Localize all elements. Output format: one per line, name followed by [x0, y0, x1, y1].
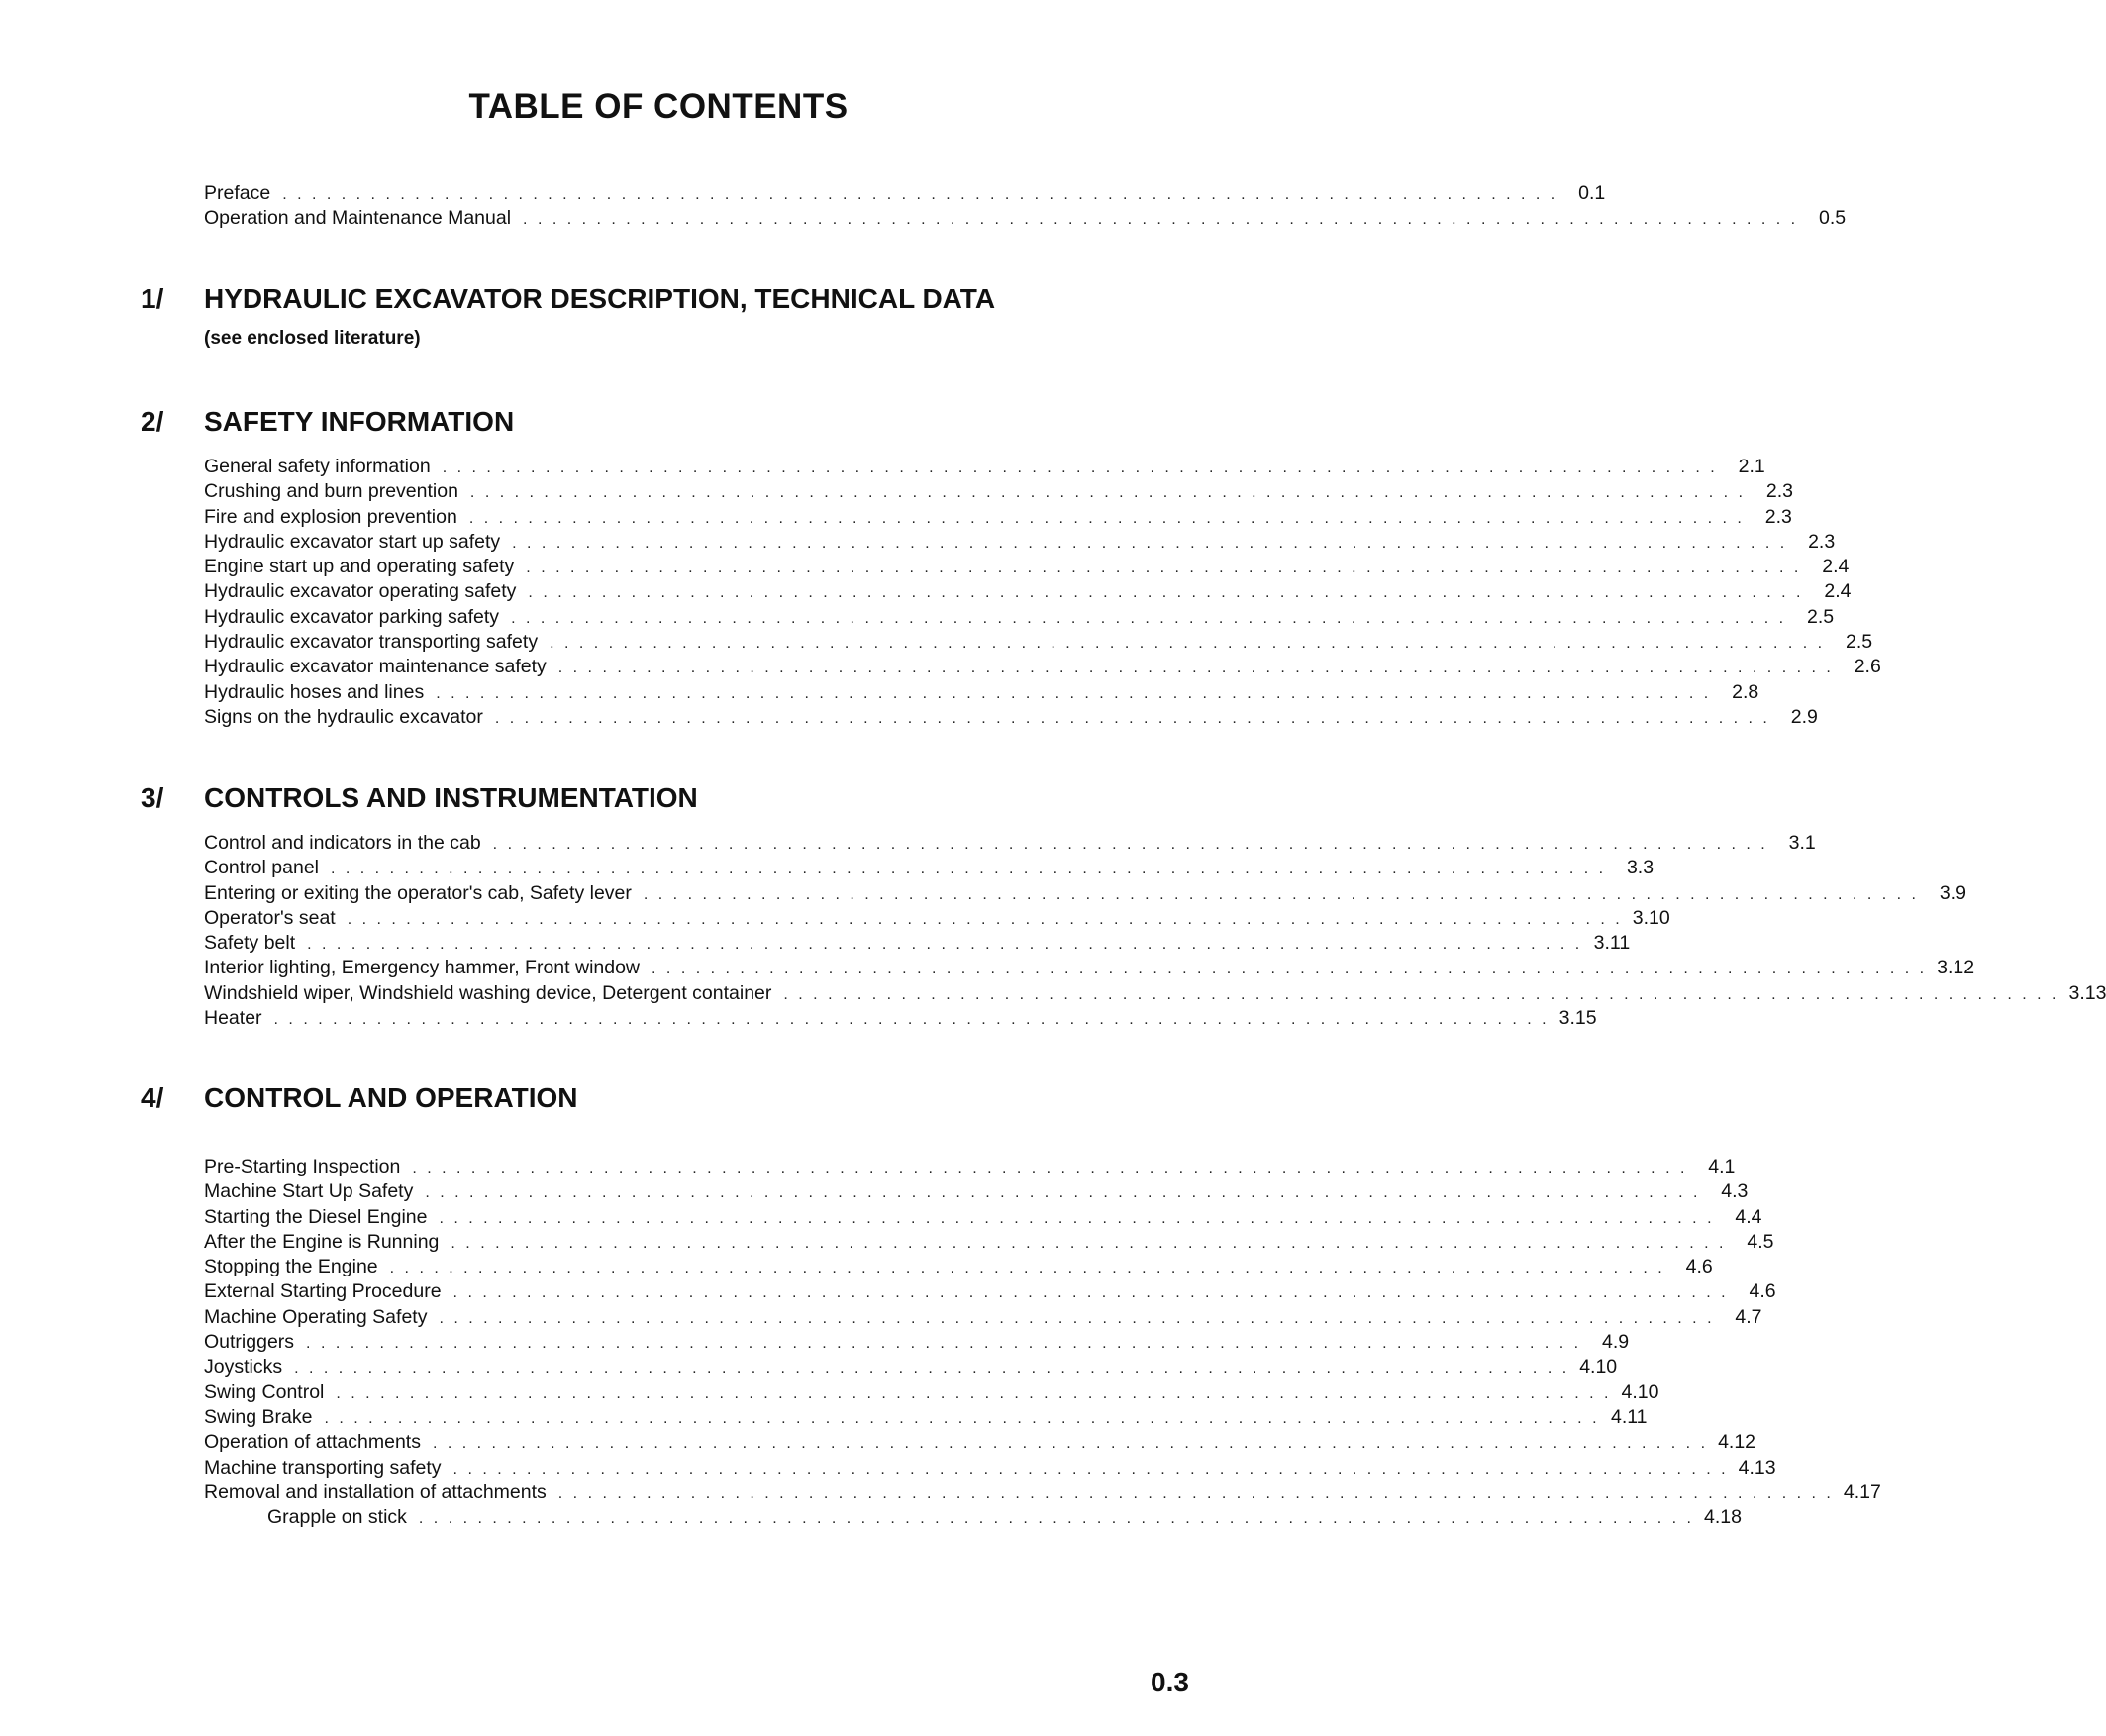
dot-leader: . . . . . . . . . . . . . . . . . . . . . . . . . . . . . . . . . . . . . . . . . . . . . . . . . . . . . . . . . . . . . . . . . . . . . . . . . . . . . . . . . . . . . . .: [452, 1460, 1729, 1478]
toc-entry-label: Removal and installation of attachments: [204, 1481, 547, 1503]
toc-entry: [204, 505, 1792, 530]
toc-entry-label: Preface: [204, 182, 271, 204]
toc-entry-label: Machine transporting safety: [204, 1456, 442, 1479]
toc-entry-page: 4.1: [1708, 1156, 1736, 1177]
toc-entry: [204, 1380, 1659, 1405]
dot-leader: . . . . . . . . . . . . . . . . . . . . . . . . . . . . . . . . . . . . . . . . . . . . . . . . . . . . . . . . . . . . . . . . . . . . . . . . . . . . . . . . . . . . . . .: [643, 885, 1919, 903]
dot-leader: . . . . . . . . . . . . . . . . . . . . . . . . . . . . . . . . . . . . . . . . . . . . . . . . . . . . . . . . . . . . . . . . . . . . . . . . . . . . . . . . . . . . . . .: [511, 609, 1787, 627]
toc-entry-label: Interior lighting, Emergency hammer, Front window: [204, 957, 641, 979]
toc-entry-page: 4.5: [1747, 1230, 1774, 1253]
dot-leader: . . . . . . . . . . . . . . . . . . . . . . . . . . . . . . . . . . . . . . . . . . . . . . . . . . . . . . . . . . . . . . . . . . . . . . . . . . . . . . . . . . . . . . .: [452, 1284, 1729, 1302]
dot-leader: . . . . . . . . . . . . . . . . . . . . . . . . . . . . . . . . . . . . . . . . . . . . . . . . . . . . . . . . . . . . . . . . . . . . . . . . . . . . . . . . . . . . . . .: [425, 1184, 1701, 1202]
dot-leader: . . . . . . . . . . . . . . . . . . . . . . . . . . . . . . . . . . . . . . . . . . . . . . . . . . . . . . . . . . . . . . . . . . . . . . . . . . . . . . . . . . . . . . .: [324, 1409, 1600, 1427]
toc-entry: [204, 579, 1852, 604]
dot-leader: . . . . . . . . . . . . . . . . . . . . . . . . . . . . . . . . . . . . . . . . . . . . . . . . . . . . . . . . . . . . . . . . . . . . . . . . . . . . . . . . . . . . . . .: [432, 1435, 1709, 1453]
toc-entry-label: Starting the Diesel Engine: [204, 1205, 428, 1228]
toc-entry-label: After the Engine is Running: [204, 1230, 440, 1253]
dot-leader: . . . . . . . . . . . . . . . . . . . . . . . . . . . . . . . . . . . . . . . . . . . . . . . . . . . . . . . . . . . . . . . . . . . . . . . . . . . . . . . . . . . . . . .: [494, 709, 1770, 727]
section-entries-list: [204, 831, 2106, 1031]
toc-entry-label: Grapple on stick: [267, 1506, 407, 1529]
dot-leader: . . . . . . . . . . . . . . . . . . . . . . . . . . . . . . . . . . . . . . . . . . . . . . . . . . . . . . . . . . . . . . . . . . . . . . . . . . . . . . . . . . . . . . .: [439, 1309, 1715, 1327]
toc-entry-label: Engine start up and operating safety: [204, 556, 515, 578]
dot-leader: . . . . . . . . . . . . . . . . . . . . . . . . . . . . . . . . . . . . . . . . . . . . . . . . . . . . . . . . . . . . . . . . . . . . . . . . . . . . . . . . . . . . . . .: [306, 1335, 1582, 1353]
dot-leader: . . . . . . . . . . . . . . . . . . . . . . . . . . . . . . . . . . . . . . . . . . . . . . . . . . . . . . . . . . . . . . . . . . . . . . . . . . . . . . . . . . . . . . .: [442, 460, 1718, 476]
dot-leader: . . . . . . . . . . . . . . . . . . . . . . . . . . . . . . . . . . . . . . . . . . . . . . . . . . . . . . . . . . . . . . . . . . . . . . . . . . . . . . . . . . . . . . .: [557, 660, 1834, 677]
dot-leader: . . . . . . . . . . . . . . . . . . . . . . . . . . . . . . . . . . . . . . . . . . . . . . . . . . . . . . . . . . . . . . . . . . . . . . . . . . . . . . . . . . . . . . .: [512, 534, 1788, 552]
toc-entry-label: Operator's seat: [204, 906, 336, 929]
toc-entry: [204, 856, 1655, 880]
toc-entry: [204, 655, 1881, 679]
toc-entry-page: 2.3: [1808, 530, 1836, 553]
toc-entry-page: 4.13: [1738, 1456, 1776, 1479]
toc-entry: [204, 981, 2106, 1006]
toc-entry-page: 2.3: [1764, 505, 1792, 528]
toc-entry: [204, 1505, 1742, 1530]
toc-entry-page: 2.5: [1846, 631, 1873, 654]
dot-leader: . . . . . . . . . . . . . . . . . . . . . . . . . . . . . . . . . . . . . . . . . . . . . . . . . . . . . . . . . . . . . . . . . . . . . . . . . . . . . . . . . . . . . . .: [418, 1510, 1694, 1528]
toc-entry-page: 3.11: [1593, 932, 1631, 955]
toc-entry-page: 3.13: [2068, 981, 2106, 1004]
toc-entry-label: Machine Start Up Safety: [204, 1180, 414, 1203]
toc-entry-page: 4.9: [1601, 1331, 1630, 1354]
toc-entry: [204, 931, 1631, 956]
toc-entry-page: 2.8: [1732, 680, 1759, 703]
dot-leader: . . . . . . . . . . . . . . . . . . . . . . . . . . . . . . . . . . . . . . . . . . . . . . . . . . . . . . . . . . . . . . . . . . . . . . . . . . . . . . . . . . . . . . .: [412, 1160, 1688, 1176]
toc-entry: [204, 479, 1793, 504]
toc-entry-page: 4.3: [1721, 1180, 1749, 1203]
toc-entry-page: 4.6: [1685, 1256, 1713, 1278]
page-title: TABLE OF CONTENTS: [468, 87, 849, 126]
toc-entry-page: 2.1: [1738, 456, 1765, 477]
section-title: SAFETY INFORMATION: [204, 406, 515, 437]
toc-entry-label: Control and indicators in the cab: [204, 832, 481, 854]
section-title: HYDRAULIC EXCAVATOR DESCRIPTION, TECHNICAL DATA: [204, 283, 996, 314]
toc-entry-label: Stopping the Engine: [204, 1256, 378, 1278]
toc-entry: [204, 1179, 1749, 1204]
toc-entry: [204, 831, 1816, 856]
toc-entry-page: 2.6: [1854, 656, 1881, 678]
toc-entry: [204, 181, 1606, 206]
toc-entry: [204, 1255, 1713, 1279]
dot-leader: . . . . . . . . . . . . . . . . . . . . . . . . . . . . . . . . . . . . . . . . . . . . . . . . . . . . . . . . . . . . . . . . . . . . . . . . . . . . . . . . . . . . . . .: [523, 211, 1799, 229]
toc-entry-label: Operation of attachments: [204, 1431, 421, 1454]
toc-entry-page: 0.5: [1818, 207, 1847, 230]
section-entries-list: [204, 1155, 1881, 1530]
toc-entry-label: Control panel: [204, 857, 319, 879]
toc-entry-label: Hydraulic excavator operating safety: [204, 580, 517, 603]
dot-leader: . . . . . . . . . . . . . . . . . . . . . . . . . . . . . . . . . . . . . . . . . . . . . . . . . . . . . . . . . . . . . . . . . . . . . . . . . . . . . . . . . . . . . . .: [307, 936, 1583, 954]
toc-entry-page: 4.10: [1579, 1356, 1618, 1379]
dot-leader: . . . . . . . . . . . . . . . . . . . . . . . . . . . . . . . . . . . . . . . . . . . . . . . . . . . . . . . . . . . . . . . . . . . . . . . . . . . . . . . . . . . . . . .: [439, 1209, 1715, 1227]
toc-entry: [204, 1155, 1736, 1179]
dot-leader: . . . . . . . . . . . . . . . . . . . . . . . . . . . . . . . . . . . . . . . . . . . . . . . . . . . . . . . . . . . . . . . . . . . . . . . . . . . . . . . . . . . . . . .: [336, 1384, 1612, 1402]
toc-entry: [204, 1305, 1762, 1330]
dot-leader: . . . . . . . . . . . . . . . . . . . . . . . . . . . . . . . . . . . . . . . . . . . . . . . . . . . . . . . . . . . . . . . . . . . . . . . . . . . . . . . . . . . . . . .: [389, 1260, 1665, 1277]
toc-entry: [204, 680, 1759, 705]
toc-entry-label: Machine Operating Safety: [204, 1305, 428, 1328]
section-number: 3/: [141, 782, 164, 813]
toc-entry-page: 2.4: [1824, 580, 1852, 603]
toc-entry-label: Hydraulic excavator parking safety: [204, 605, 500, 628]
dot-leader: . . . . . . . . . . . . . . . . . . . . . . . . . . . . . . . . . . . . . . . . . . . . . . . . . . . . . . . . . . . . . . . . . . . . . . . . . . . . . . . . . . . . . . .: [557, 1484, 1834, 1502]
toc-entry-label: External Starting Procedure: [204, 1280, 442, 1303]
toc-entry: [204, 956, 1975, 980]
toc-entry-label: Swing Control: [204, 1380, 325, 1403]
toc-entry: [204, 705, 1818, 730]
dot-leader: . . . . . . . . . . . . . . . . . . . . . . . . . . . . . . . . . . . . . . . . . . . . . . . . . . . . . . . . . . . . . . . . . . . . . . . . . . . . . . . . . . . . . . .: [469, 484, 1746, 502]
dot-leader: . . . . . . . . . . . . . . . . . . . . . . . . . . . . . . . . . . . . . . . . . . . . . . . . . . . . . . . . . . . . . . . . . . . . . . . . . . . . . . . . . . . . . . .: [347, 910, 1623, 928]
toc-entry-page: 2.5: [1807, 605, 1835, 628]
toc-entry-label: Hydraulic excavator transporting safety: [204, 631, 539, 654]
dot-leader: . . . . . . . . . . . . . . . . . . . . . . . . . . . . . . . . . . . . . . . . . . . . . . . . . . . . . . . . . . . . . . . . . . . . . . . . . . . . . . . . . . . . . . .: [492, 836, 1768, 853]
toc-entry-page: 3.12: [1937, 957, 1975, 979]
toc-entry-page: 4.4: [1735, 1205, 1762, 1228]
toc-entry-label: Signs on the hydraulic excavator: [204, 705, 483, 728]
dot-leader: . . . . . . . . . . . . . . . . . . . . . . . . . . . . . . . . . . . . . . . . . . . . . . . . . . . . . . . . . . . . . . . . . . . . . . . . . . . . . . . . . . . . . . .: [273, 1011, 1550, 1029]
toc-entry-label: Pre-Starting Inspection: [204, 1156, 401, 1177]
dot-leader: . . . . . . . . . . . . . . . . . . . . . . . . . . . . . . . . . . . . . . . . . . . . . . . . . . . . . . . . . . . . . . . . . . . . . . . . . . . . . . . . . . . . . . .: [451, 1234, 1727, 1252]
toc-entry-label: Outriggers: [204, 1331, 295, 1354]
toc-entry-page: 4.17: [1843, 1481, 1881, 1503]
section-title: CONTROLS AND INSTRUMENTATION: [204, 782, 698, 813]
toc-entry-page: 3.3: [1626, 857, 1655, 879]
toc-entry: [204, 1456, 1776, 1481]
toc-entry-page: 4.6: [1749, 1280, 1776, 1303]
toc-entry-label: Safety belt: [204, 932, 296, 955]
section-entries-list: [204, 455, 1881, 730]
toc-entry: [204, 1330, 1630, 1355]
toc-entry-label: Hydraulic hoses and lines: [204, 680, 425, 703]
toc-entry: [204, 881, 1966, 906]
toc-entry-label: Joysticks: [204, 1356, 283, 1379]
toc-entry: [204, 455, 1765, 479]
toc-entry: [204, 1405, 1648, 1430]
toc-entry-page: 3.1: [1788, 832, 1816, 854]
toc-entry: [204, 1230, 1774, 1255]
toc-entry-label: Windshield wiper, Windshield washing device, Detergent container: [204, 981, 772, 1004]
section-title: CONTROL AND OPERATION: [204, 1082, 578, 1113]
toc-entry: [204, 1006, 1597, 1031]
page-number: 0.3: [1151, 1667, 1189, 1697]
intro-list: [204, 181, 1847, 232]
section-number: 2/: [141, 406, 164, 437]
toc-entry-page: 2.3: [1765, 480, 1793, 503]
toc-entry-page: 4.18: [1704, 1506, 1742, 1529]
toc-entry: [204, 1205, 1762, 1230]
toc-entry: [204, 530, 1836, 555]
toc-entry: [204, 605, 1835, 630]
toc-entry-page: 2.9: [1790, 705, 1818, 728]
toc-entry: [204, 1481, 1881, 1505]
toc-entry-page: 4.10: [1621, 1380, 1659, 1403]
toc-entry: [204, 630, 1873, 655]
section-number: 1/: [141, 283, 164, 314]
toc-entry: [204, 1355, 1618, 1379]
toc-entry-page: 4.11: [1611, 1405, 1648, 1428]
toc-entry-page: 4.12: [1718, 1431, 1756, 1454]
toc-entry-page: 3.9: [1939, 881, 1966, 904]
toc-entry-page: 4.7: [1735, 1305, 1762, 1328]
dot-leader: . . . . . . . . . . . . . . . . . . . . . . . . . . . . . . . . . . . . . . . . . . . . . . . . . . . . . . . . . . . . . . . . . . . . . . . . . . . . . . . . . . . . . . .: [282, 186, 1558, 203]
toc-entry: [204, 906, 1670, 931]
toc-entry-page: 3.15: [1558, 1007, 1597, 1030]
toc-entry-label: Heater: [204, 1007, 262, 1030]
dot-leader: . . . . . . . . . . . . . . . . . . . . . . . . . . . . . . . . . . . . . . . . . . . . . . . . . . . . . . . . . . . . . . . . . . . . . . . . . . . . . . . . . . . . . . .: [294, 1360, 1570, 1378]
dot-leader: . . . . . . . . . . . . . . . . . . . . . . . . . . . . . . . . . . . . . . . . . . . . . . . . . . . . . . . . . . . . . . . . . . . . . . . . . . . . . . . . . . . . . . .: [526, 560, 1802, 577]
dot-leader: . . . . . . . . . . . . . . . . . . . . . . . . . . . . . . . . . . . . . . . . . . . . . . . . . . . . . . . . . . . . . . . . . . . . . . . . . . . . . . . . . . . . . . .: [436, 684, 1712, 702]
dot-leader: . . . . . . . . . . . . . . . . . . . . . . . . . . . . . . . . . . . . . . . . . . . . . . . . . . . . . . . . . . . . . . . . . . . . . . . . . . . . . . . . . . . . . . .: [550, 635, 1826, 653]
toc-entry-page: 2.4: [1822, 556, 1850, 578]
toc-entry-label: Swing Brake: [204, 1405, 313, 1428]
section-number: 4/: [141, 1082, 164, 1113]
toc-entry-page: 0.1: [1578, 182, 1606, 204]
toc-entry-page: 3.10: [1632, 906, 1670, 929]
toc-entry-label: Hydraulic excavator start up safety: [204, 530, 501, 553]
toc-entry: [204, 1430, 1756, 1455]
toc-entry-label: Fire and explosion prevention: [204, 505, 457, 528]
toc-entry: [204, 206, 1847, 231]
dot-leader: . . . . . . . . . . . . . . . . . . . . . . . . . . . . . . . . . . . . . . . . . . . . . . . . . . . . . . . . . . . . . . . . . . . . . . . . . . . . . . . . . . . . . . .: [468, 509, 1745, 527]
dot-leader: . . . . . . . . . . . . . . . . . . . . . . . . . . . . . . . . . . . . . . . . . . . . . . . . . . . . . . . . . . . . . . . . . . . . . . . . . . . . . . . . . . . . . . .: [331, 861, 1607, 878]
dot-leader: . . . . . . . . . . . . . . . . . . . . . . . . . . . . . . . . . . . . . . . . . . . . . . . . . . . . . . . . . . . . . . . . . . . . . . . . . . . . . . . . . . . . . . .: [528, 584, 1804, 602]
toc-entry: [204, 555, 1850, 579]
dot-leader: . . . . . . . . . . . . . . . . . . . . . . . . . . . . . . . . . . . . . . . . . . . . . . . . . . . . . . . . . . . . . . . . . . . . . . . . . . . . . . . . . . . . . . .: [783, 985, 2059, 1003]
toc-entry-label: Hydraulic excavator maintenance safety: [204, 656, 547, 678]
toc-entry-label: Operation and Maintenance Manual: [204, 207, 512, 230]
section-note: (see enclosed literature): [204, 328, 421, 349]
toc-entry-label: Entering or exiting the operator's cab, Safety lever: [204, 881, 632, 904]
toc-entry: [204, 1279, 1776, 1304]
toc-entry-label: Crushing and burn prevention: [204, 480, 458, 503]
toc-entry-label: General safety information: [204, 456, 431, 477]
dot-leader: . . . . . . . . . . . . . . . . . . . . . . . . . . . . . . . . . . . . . . . . . . . . . . . . . . . . . . . . . . . . . . . . . . . . . . . . . . . . . . . . . . . . . . .: [652, 961, 1928, 978]
